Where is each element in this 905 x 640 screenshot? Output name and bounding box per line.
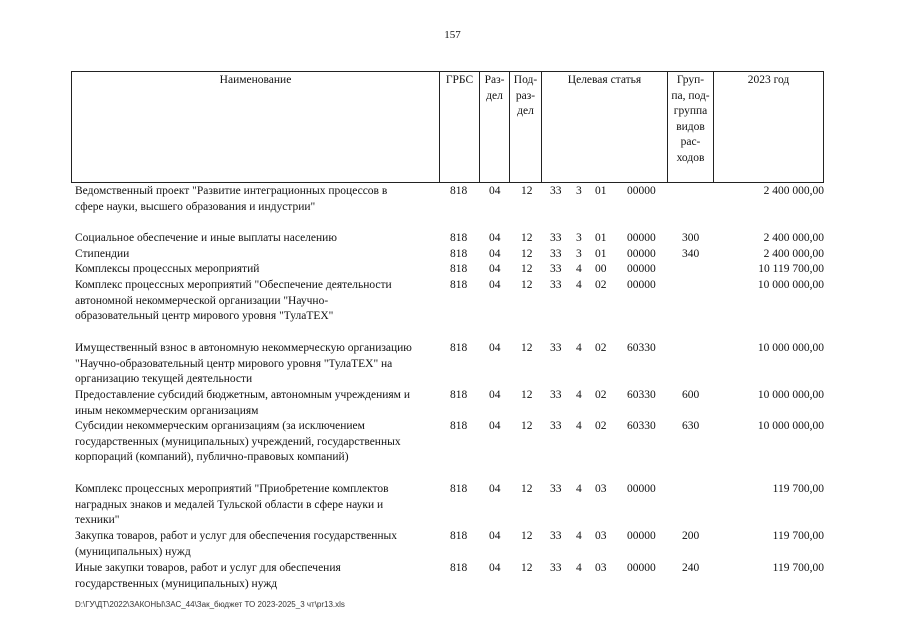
cell-razdel: 04 [489, 562, 501, 574]
cell-expense-group: 200 [682, 530, 700, 542]
row-name-line: Социальное обеспечение и иные выплаты населению [75, 232, 337, 244]
cell-podrazdel: 12 [521, 279, 533, 291]
cell-grbs: 818 [450, 389, 468, 401]
row-name [75, 482, 440, 529]
row-name-line: Предоставление субсидий бюджетным, автономным учреждениям и [75, 389, 410, 401]
header-celevaya: Целевая статья [542, 72, 668, 183]
row-name-line: наградных знаков и медалей Тульской области в сфере науки и [75, 498, 384, 511]
row-name [75, 184, 440, 215]
cell-target-type: 3 [576, 248, 582, 260]
cell-target-type: 4 [576, 342, 582, 354]
cell-amount: 119 700,00 [772, 483, 824, 495]
cell-target-type: 4 [576, 483, 582, 495]
cell-podrazdel: 12 [521, 530, 533, 542]
cell-target-direction: 00000 [627, 530, 656, 542]
cell-razdel: 04 [489, 232, 501, 244]
cell-target-type: 4 [576, 263, 582, 275]
cell-grbs: 818 [450, 420, 468, 432]
cell-podrazdel: 12 [521, 232, 533, 244]
cell-razdel: 04 [489, 263, 501, 275]
row-name-line: (муниципальных) нужд [75, 545, 191, 558]
row-name-line: организацию текущей деятельности [75, 373, 253, 385]
cell-razdel: 04 [489, 483, 501, 495]
cell-amount: 2 400 000,00 [763, 248, 824, 260]
row-name [75, 561, 440, 592]
cell-razdel: 04 [489, 420, 501, 432]
row-name-line: корпораций (компаний), публично-правовых компаний) [75, 451, 349, 463]
cell-target-program: 33 [550, 185, 562, 197]
cell-expense-group: 300 [682, 232, 700, 244]
cell-target-direction: 00000 [627, 232, 656, 244]
cell-target-program: 33 [550, 279, 562, 291]
cell-target-subprogram: 03 [595, 562, 607, 574]
cell-target-direction: 00000 [627, 562, 656, 574]
cell-grbs: 818 [450, 279, 468, 291]
cell-amount: 10 000 000,00 [757, 279, 824, 291]
cell-target-program: 33 [550, 232, 562, 244]
cell-target-program: 33 [550, 530, 562, 542]
header-year: 2023 год [714, 72, 824, 183]
row-name-line: Иные закупки товаров, работ и услуг для обеспечения [75, 562, 341, 574]
cell-podrazdel: 12 [521, 389, 533, 401]
cell-grbs: 818 [450, 185, 468, 197]
row-name-line: сфере науки, высшего образования и индустрии" [75, 200, 316, 213]
cell-target-direction: 00000 [627, 248, 656, 260]
cell-amount: 10 000 000,00 [757, 342, 824, 354]
row-name [75, 247, 440, 263]
row-name-line: автономной некоммерческой организации "Научно- [75, 294, 329, 307]
row-name-line: образовательный центр мирового уровня "ТулаТЕХ" [75, 310, 334, 322]
table-header [71, 71, 824, 183]
header-razdel: Раз- дел [480, 72, 510, 183]
cell-target-type: 3 [576, 185, 582, 197]
cell-target-direction: 00000 [627, 263, 656, 275]
cell-amount: 2 400 000,00 [763, 185, 824, 197]
header-podrazdel: Под- раз- дел [510, 72, 542, 183]
header-gruppa: Груп- па, под- группа видов рас- ходов [668, 72, 714, 183]
cell-target-subprogram: 03 [595, 483, 607, 495]
cell-podrazdel: 12 [521, 263, 533, 275]
cell-target-direction: 60330 [627, 420, 656, 432]
row-name-line: Ведомственный проект "Развитие интеграционных процессов в [75, 185, 388, 197]
cell-podrazdel: 12 [521, 420, 533, 432]
cell-target-subprogram: 02 [595, 342, 607, 354]
row-name [75, 231, 440, 247]
cell-amount: 119 700,00 [772, 562, 824, 574]
cell-razdel: 04 [489, 185, 501, 197]
row-name-line: Комплекс процессных мероприятий "Приобретение комплектов [75, 483, 389, 495]
row-name-line: иным некоммерческим организациям [75, 404, 259, 417]
row-name-line: Имущественный взнос в автономную некоммерческую организацию [75, 342, 412, 354]
page-number: 157 [444, 29, 461, 41]
cell-target-type: 4 [576, 530, 582, 542]
cell-razdel: 04 [489, 279, 501, 291]
row-name [75, 419, 440, 466]
cell-target-direction: 00000 [627, 185, 656, 197]
cell-target-direction: 60330 [627, 342, 656, 354]
cell-target-program: 33 [550, 562, 562, 574]
cell-podrazdel: 12 [521, 342, 533, 354]
cell-target-program: 33 [550, 420, 562, 432]
cell-grbs: 818 [450, 248, 468, 260]
cell-amount: 2 400 000,00 [763, 232, 824, 244]
cell-target-program: 33 [550, 263, 562, 275]
cell-target-subprogram: 00 [595, 263, 607, 275]
cell-grbs: 818 [450, 530, 468, 542]
row-name-line: "Научно-образовательный центр мирового уровня "ТулаТЕХ" на [75, 357, 393, 370]
cell-expense-group: 240 [682, 562, 700, 574]
cell-grbs: 818 [450, 483, 468, 495]
cell-grbs: 818 [450, 263, 468, 275]
cell-target-subprogram: 02 [595, 279, 607, 291]
cell-target-subprogram: 01 [595, 185, 607, 197]
cell-podrazdel: 12 [521, 185, 533, 197]
cell-target-subprogram: 02 [595, 420, 607, 432]
cell-target-program: 33 [550, 389, 562, 401]
row-name-line: Комплексы процессных мероприятий [75, 263, 260, 275]
row-name [75, 278, 440, 325]
row-name-line: техники" [75, 514, 120, 526]
cell-target-direction: 00000 [627, 483, 656, 495]
cell-grbs: 818 [450, 232, 468, 244]
cell-razdel: 04 [489, 248, 501, 260]
row-name [75, 262, 440, 278]
cell-target-subprogram: 01 [595, 232, 607, 244]
cell-razdel: 04 [489, 389, 501, 401]
cell-target-subprogram: 03 [595, 530, 607, 542]
cell-target-program: 33 [550, 342, 562, 354]
cell-target-type: 4 [576, 562, 582, 574]
row-name-line: Комплекс процессных мероприятий "Обеспечение деятельности [75, 279, 392, 291]
row-name-line: Стипендии [75, 248, 130, 260]
header-name: Наименование [72, 72, 440, 183]
cell-target-subprogram: 01 [595, 248, 607, 260]
cell-target-subprogram: 02 [595, 389, 607, 401]
row-name [75, 341, 440, 388]
row-name [75, 529, 440, 560]
cell-razdel: 04 [489, 342, 501, 354]
row-name-line: Закупка товаров, работ и услуг для обеспечения государственных [75, 530, 398, 542]
cell-grbs: 818 [450, 562, 468, 574]
cell-razdel: 04 [489, 530, 501, 542]
cell-amount: 10 000 000,00 [757, 420, 824, 432]
row-name-line: государственных (муниципальных) учреждений, государственных [75, 435, 401, 448]
cell-podrazdel: 12 [521, 248, 533, 260]
cell-amount: 119 700,00 [772, 530, 824, 542]
cell-grbs: 818 [450, 342, 468, 354]
row-name-line: Субсидии некоммерческим организациям (за исключением [75, 420, 365, 432]
cell-target-direction: 60330 [627, 389, 656, 401]
row-name [75, 388, 440, 419]
cell-target-program: 33 [550, 483, 562, 495]
cell-target-type: 4 [576, 389, 582, 401]
file-path-footer: D:\ГУ\ДТ\2022\ЗАКОНЫ\ЗАС_44\Зак_бюджет ТО 2023-2025_3 чт\pr13.xls [75, 600, 345, 609]
cell-target-type: 4 [576, 279, 582, 291]
row-name-line: государственных (муниципальных) нужд [75, 577, 278, 590]
cell-expense-group: 600 [682, 389, 700, 401]
cell-podrazdel: 12 [521, 562, 533, 574]
cell-target-program: 33 [550, 248, 562, 260]
cell-expense-group: 630 [682, 420, 700, 432]
cell-podrazdel: 12 [521, 483, 533, 495]
cell-target-type: 3 [576, 232, 582, 244]
header-grbs: ГРБС [440, 72, 480, 183]
cell-target-type: 4 [576, 420, 582, 432]
cell-target-direction: 00000 [627, 279, 656, 291]
cell-expense-group: 340 [682, 248, 700, 260]
cell-amount: 10 000 000,00 [757, 389, 824, 401]
cell-amount: 10 119 700,00 [758, 263, 824, 275]
